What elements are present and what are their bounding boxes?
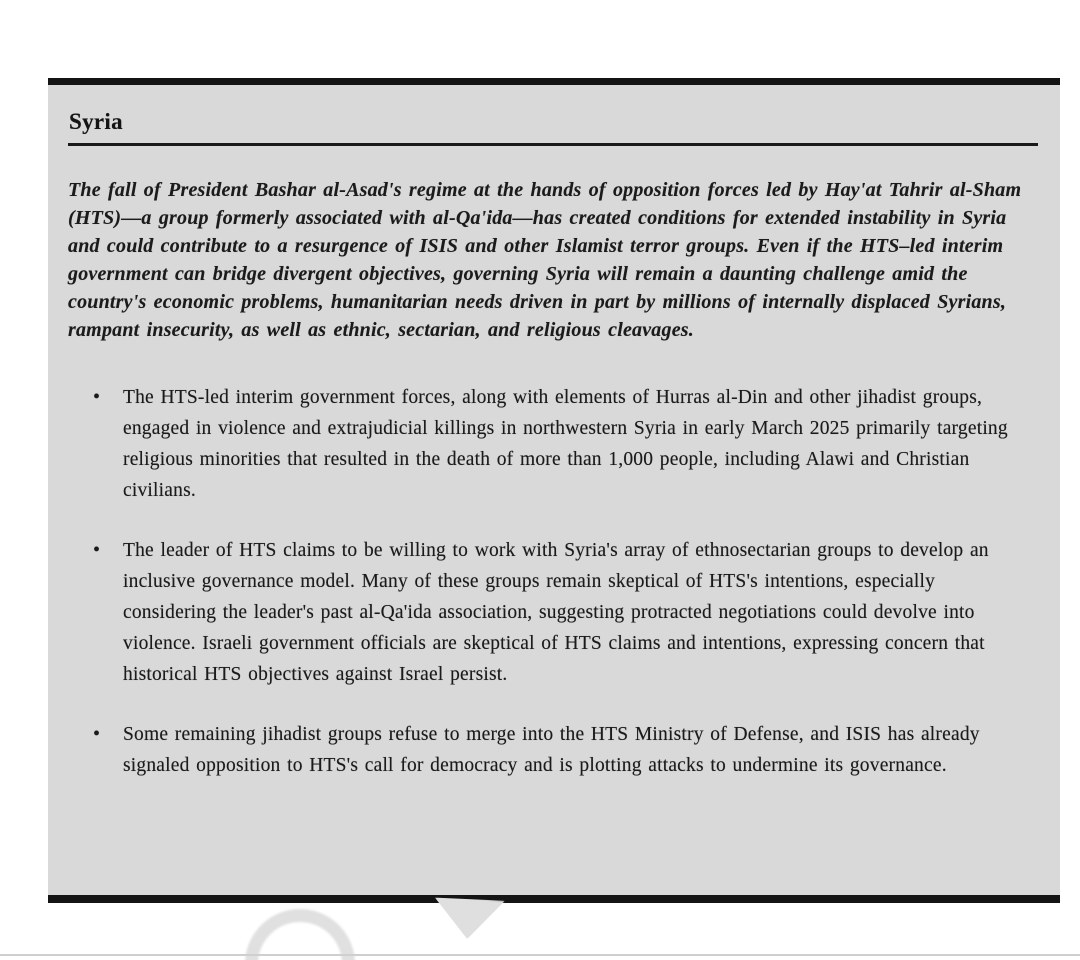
section-summary-paragraph: The fall of President Bashar al-Asad's regime at the hands of opposition forces led by Hay'at Tahrir al-Sham (HTS)—a group formerly associated with al-Qa'ida—has created conditions for extended instability in Syria and could contribute to a resurgence of ISIS and other Islamist terror groups. Even if the HTS–led interim government can bridge divergent objectives, governing Syria will remain a daunting challenge amid the country's economic problems, humanitarian needs driven in part by millions of internally displaced Syrians, rampant insecurity, as well as ethnic, sectarian, and religious cleavages.	[68, 179, 1022, 341]
watermark-fragment	[231, 895, 370, 960]
page-bottom-rule	[0, 954, 1080, 956]
bullet-marker: •	[93, 386, 101, 408]
syria-section-panel	[48, 78, 1060, 903]
bullet-text: Some remaining jihadist groups refuse to merge into the HTS Ministry of Defense, and ISIS has already signaled opposition to HTS's call for democracy and is plotting attacks to undermine its governance.	[123, 724, 980, 776]
section-heading: Syria	[68, 109, 1038, 146]
key-points-list	[68, 382, 1038, 781]
bullet-marker: •	[93, 723, 101, 745]
bullet-text: The leader of HTS claims to be willing to work with Syria's array of ethnosectarian groups to develop an inclusive governance model. Many of these groups remain skeptical of HTS's intentions, especially considering the leader's past al-Qa'ida association, suggesting protracted negotiations could devolve into violence. Israeli government officials are skeptical of HTS claims and intentions, expressing concern that historical HTS objectives against Israel persist.	[123, 540, 989, 685]
list-item	[68, 719, 1038, 781]
watermark-fragment	[431, 893, 505, 942]
list-item	[68, 535, 1038, 690]
bullet-text: The HTS-led interim government forces, along with elements of Hurras al-Din and other jihadist groups, engaged in violence and extrajudicial killings in northwestern Syria in early March 2025 primarily targeting religious minorities that resulted in the death of more than 1,000 people, including Alawi and Christian civilians.	[123, 387, 1008, 501]
bullet-marker: •	[93, 539, 101, 561]
list-item	[68, 382, 1038, 506]
